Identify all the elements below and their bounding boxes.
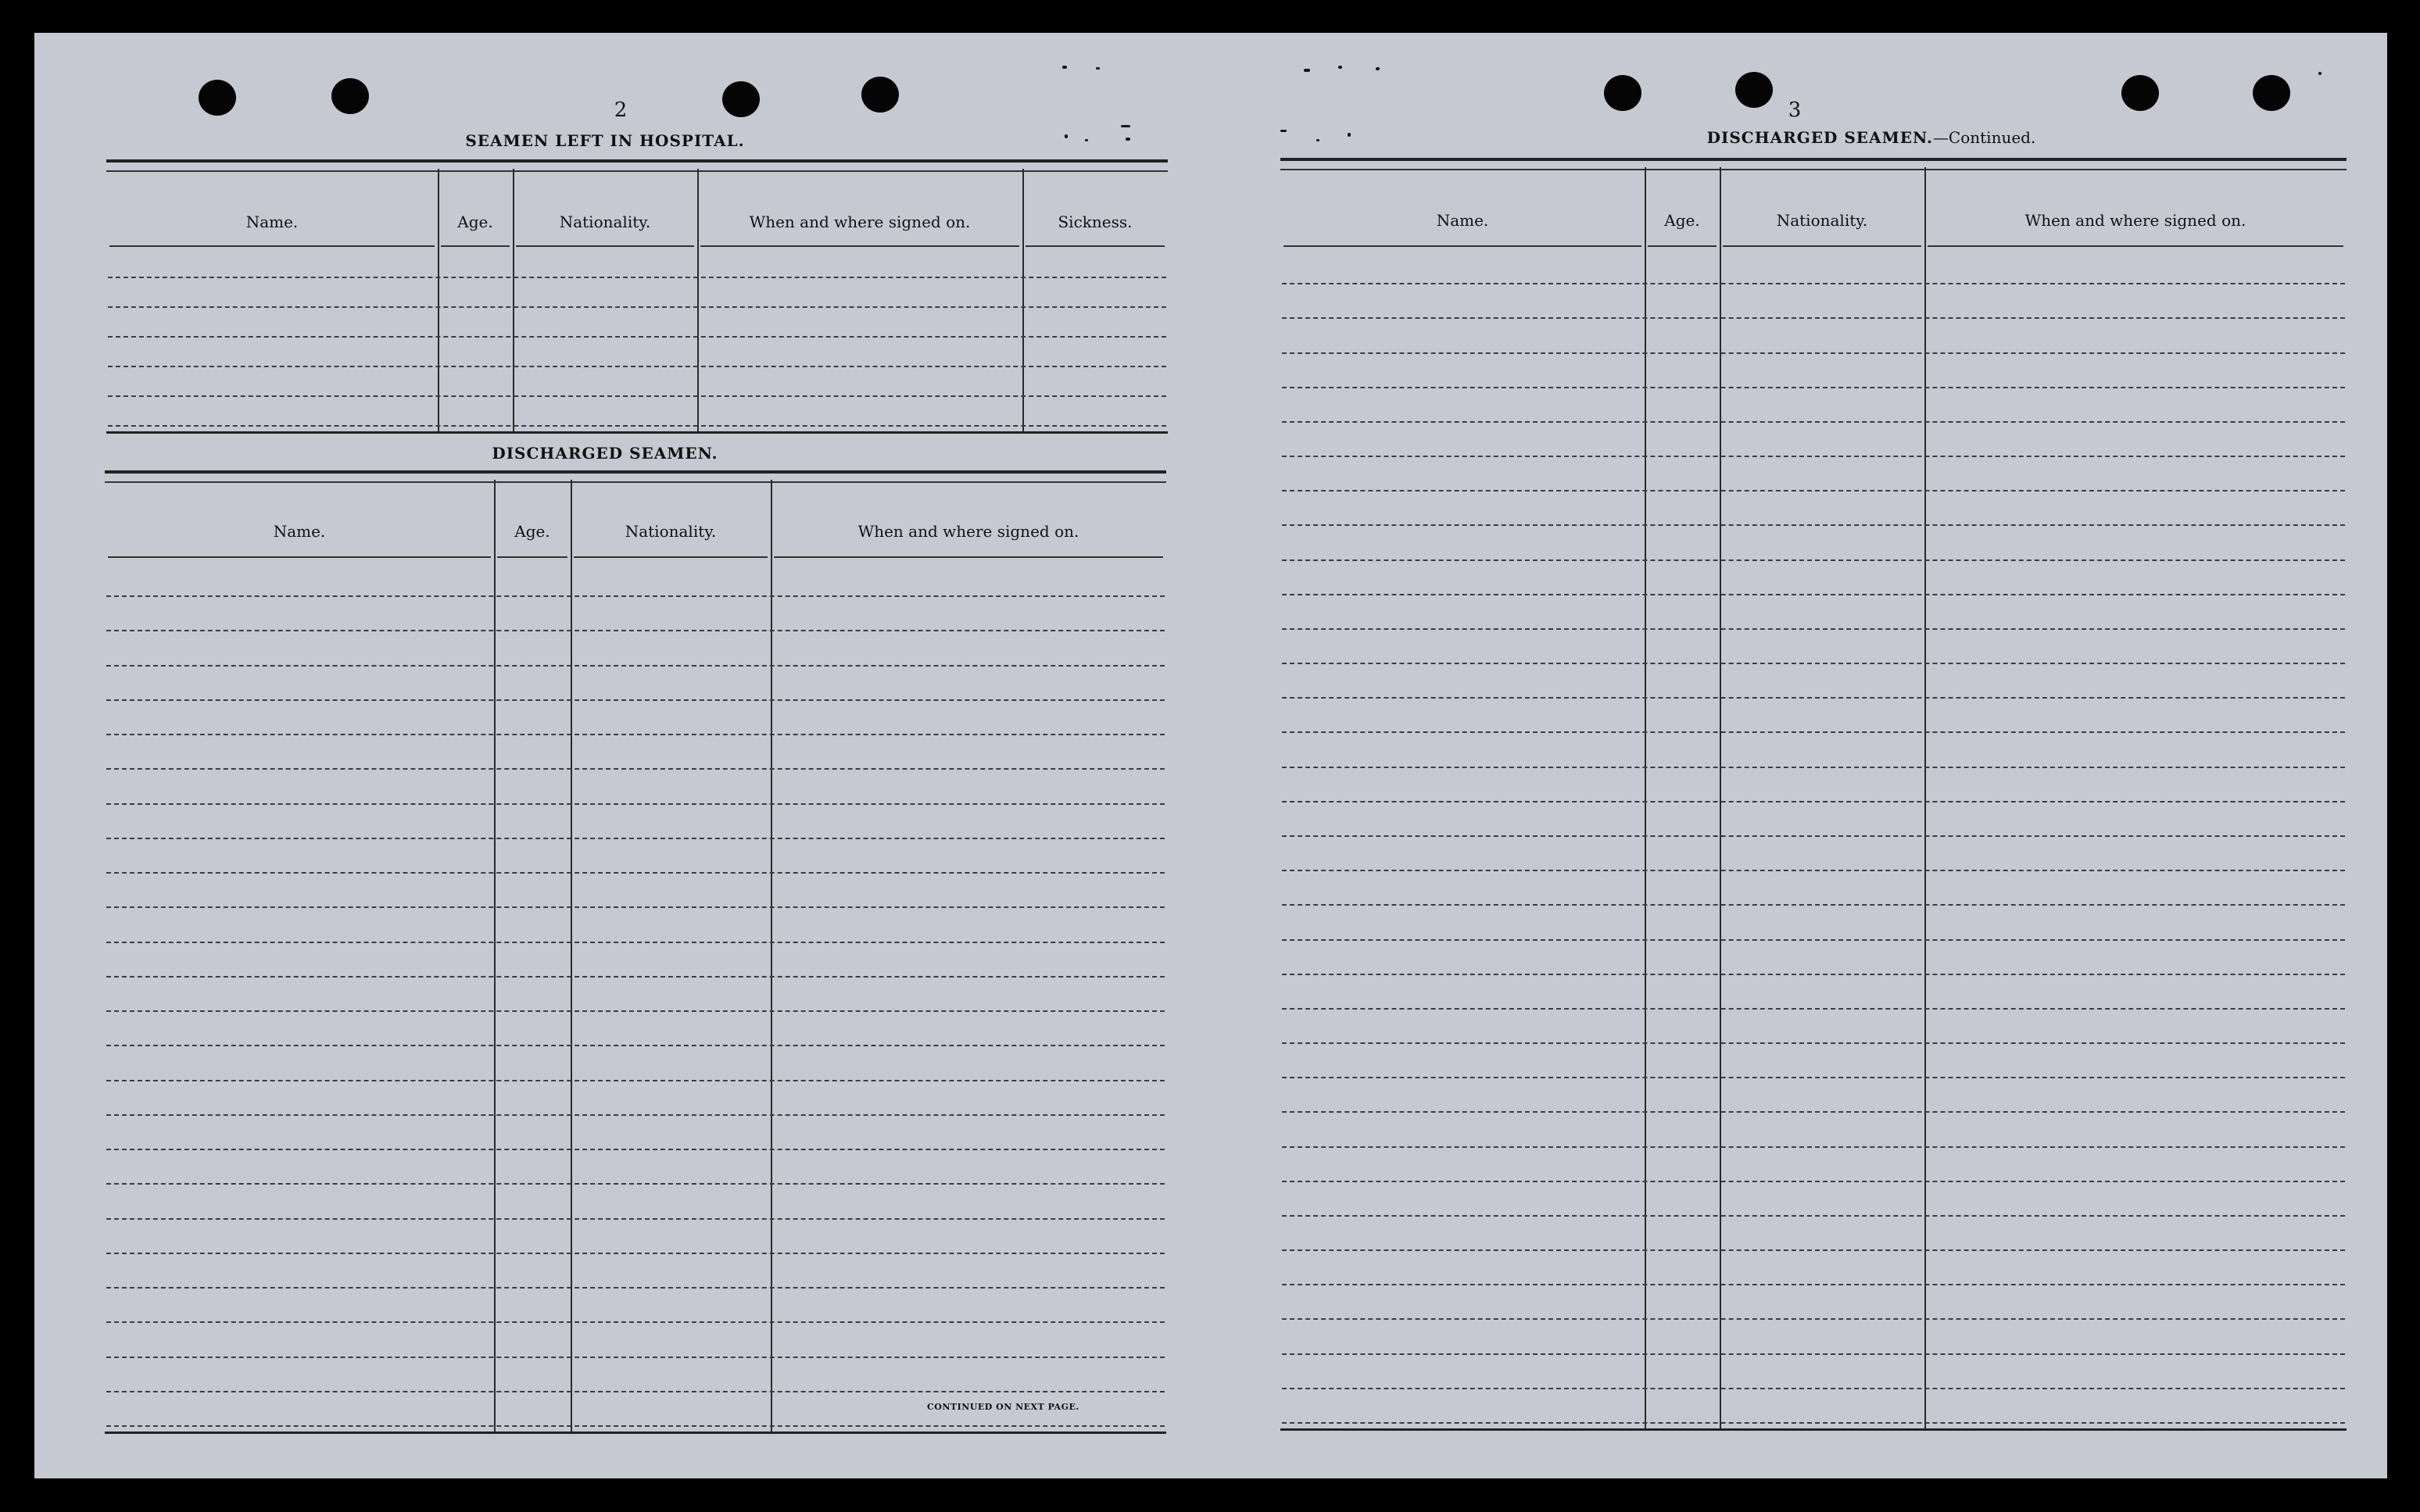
table-row: [106, 1321, 1165, 1323]
header-underline: [574, 556, 768, 558]
table-top-rule: [106, 159, 1168, 172]
scan-speck: [1062, 66, 1067, 69]
table-row: [1282, 1284, 2345, 1285]
table-row: [1282, 594, 2345, 595]
column-header: Name.: [245, 213, 299, 231]
table-row: [1282, 1181, 2345, 1182]
table-row: [1282, 1388, 2345, 1389]
right-page-number: 3: [1788, 98, 1802, 122]
table-row: [1282, 801, 2345, 802]
column-header: Nationality.: [559, 213, 651, 231]
table-row: [1282, 1146, 2345, 1148]
scan-speck: [1126, 138, 1130, 141]
header-underline: [774, 556, 1163, 558]
table-row: [106, 976, 1165, 978]
header-underline: [516, 245, 694, 247]
table-row: [106, 630, 1165, 631]
table-bottom-rule: [105, 1432, 1166, 1439]
table-row: [1282, 731, 2345, 733]
table-row: [1282, 1042, 2345, 1044]
table-row: [1282, 835, 2345, 837]
table-row: [106, 1391, 1165, 1392]
table-row: [106, 1425, 1165, 1427]
table-row: [106, 1114, 1165, 1116]
column-header: Nationality.: [625, 522, 717, 541]
column-header: When and where signed on.: [857, 522, 1079, 541]
punch-hole: [1604, 75, 1641, 111]
column-header: Name.: [1436, 211, 1489, 230]
punch-hole: [722, 81, 760, 117]
table-row: [106, 1218, 1165, 1220]
discharged-continued-title-main: DISCHARGED SEAMEN.: [1706, 128, 1933, 147]
hospital-section-title: SEAMEN LEFT IN HOSPITAL.: [465, 131, 745, 150]
table-row: [106, 872, 1165, 874]
table-row: [106, 1183, 1165, 1185]
continued-note: CONTINUED ON NEXT PAGE.: [927, 1402, 1079, 1412]
header-underline: [1928, 245, 2343, 247]
table-row: [106, 1045, 1165, 1046]
table-row: [106, 838, 1165, 839]
table-row: [1282, 939, 2345, 941]
header-underline: [497, 556, 567, 558]
table-row: [106, 665, 1165, 667]
table-row: [106, 1010, 1165, 1012]
table-row: [1282, 904, 2345, 906]
table-row: [106, 906, 1165, 908]
column-divider: [771, 480, 772, 1433]
discharged-table: [105, 470, 1166, 1435]
punch-hole: [2253, 75, 2290, 111]
column-header: Age.: [457, 213, 493, 231]
table-row: [1282, 628, 2345, 630]
scan-speck: [2318, 72, 2322, 75]
table-row: [1282, 1353, 2345, 1355]
column-header: Sickness.: [1058, 213, 1133, 231]
table-row: [106, 699, 1165, 701]
table-row: [106, 942, 1165, 943]
punch-hole: [1735, 72, 1773, 108]
header-underline: [441, 245, 510, 247]
column-divider: [1645, 167, 1646, 1430]
table-row: [106, 734, 1165, 735]
scan-speck: [1065, 134, 1068, 138]
left-page-number: 2: [614, 98, 628, 122]
discharged-continued-title: [1520, 128, 2223, 147]
column-header: When and where signed on.: [749, 213, 971, 231]
punch-hole: [199, 80, 236, 116]
header-underline: [108, 556, 491, 558]
column-header: Age.: [514, 522, 550, 541]
table-row: [1282, 1008, 2345, 1010]
table-row: [1282, 456, 2345, 457]
table-row: [106, 1357, 1165, 1358]
table-row: [1282, 1077, 2345, 1078]
table-row: [106, 1253, 1165, 1254]
table-row: [1282, 490, 2345, 491]
table-row: [106, 595, 1165, 597]
table-row: [1282, 387, 2345, 388]
header-underline: [1723, 245, 1921, 247]
table-row: [1282, 1215, 2345, 1217]
scan-speck: [1304, 69, 1310, 72]
column-header: Age.: [1664, 211, 1700, 230]
table-row: [106, 803, 1165, 805]
discharged-section-title: DISCHARGED SEAMEN.: [492, 444, 718, 463]
table-row: [108, 336, 1166, 338]
column-divider: [494, 480, 496, 1433]
table-row: [1282, 524, 2345, 526]
table-row: [108, 425, 1166, 427]
header-underline: [1648, 245, 1717, 247]
table-row: [1282, 974, 2345, 975]
table-top-rule: [1280, 158, 2347, 170]
table-row: [1282, 421, 2345, 423]
column-header: Name.: [273, 522, 326, 541]
column-divider: [1924, 167, 1926, 1430]
table-row: [108, 277, 1166, 278]
scan-speck: [1376, 67, 1380, 70]
table-row: [1282, 697, 2345, 699]
table-bottom-rule: [1280, 1428, 2347, 1435]
table-row: [106, 1287, 1165, 1289]
column-divider: [571, 480, 572, 1433]
table-row: [108, 366, 1166, 367]
column-header: When and where signed on.: [2024, 211, 2246, 230]
column-divider: [513, 169, 514, 433]
column-divider: [438, 169, 439, 433]
scan-speck: [1316, 139, 1319, 141]
punch-hole: [2121, 75, 2159, 111]
table-row: [106, 1080, 1165, 1081]
scan-speck: [1085, 139, 1088, 141]
header-underline: [700, 245, 1019, 247]
header-underline: [1283, 245, 1641, 247]
column-divider: [1022, 169, 1024, 433]
scan-speck: [1096, 67, 1100, 70]
table-row: [1282, 559, 2345, 561]
scan-speck: [1280, 130, 1287, 132]
table-row: [1282, 283, 2345, 284]
table-row: [108, 395, 1166, 397]
table-row: [106, 768, 1165, 770]
column-header: Nationality.: [1776, 211, 1868, 230]
punch-hole: [861, 77, 899, 113]
header-underline: [109, 245, 435, 247]
header-underline: [1026, 245, 1165, 247]
scan-speck: [1338, 66, 1342, 69]
table-row: [1282, 1318, 2345, 1320]
table-row: [106, 1149, 1165, 1150]
scanned-form-spread: [34, 33, 2387, 1478]
table-row: [1282, 352, 2345, 354]
table-row: [1282, 663, 2345, 664]
discharged-continued-table: [1280, 158, 2347, 1432]
table-row: [1282, 1111, 2345, 1113]
table-row: [1282, 1249, 2345, 1251]
discharged-continued-title-suffix: —Continued.: [1932, 128, 2036, 147]
table-top-rule: [105, 470, 1166, 483]
punch-hole: [331, 78, 369, 114]
table-row: [1282, 317, 2345, 319]
scan-speck: [1348, 133, 1351, 137]
table-row: [1282, 1422, 2345, 1424]
table-row: [108, 306, 1166, 308]
table-row: [1282, 767, 2345, 768]
table-bottom-rule: [106, 431, 1168, 438]
column-divider: [1720, 167, 1721, 1430]
table-row: [1282, 870, 2345, 871]
column-divider: [697, 169, 699, 433]
scan-speck: [1121, 125, 1130, 127]
hospital-table: [106, 159, 1168, 434]
